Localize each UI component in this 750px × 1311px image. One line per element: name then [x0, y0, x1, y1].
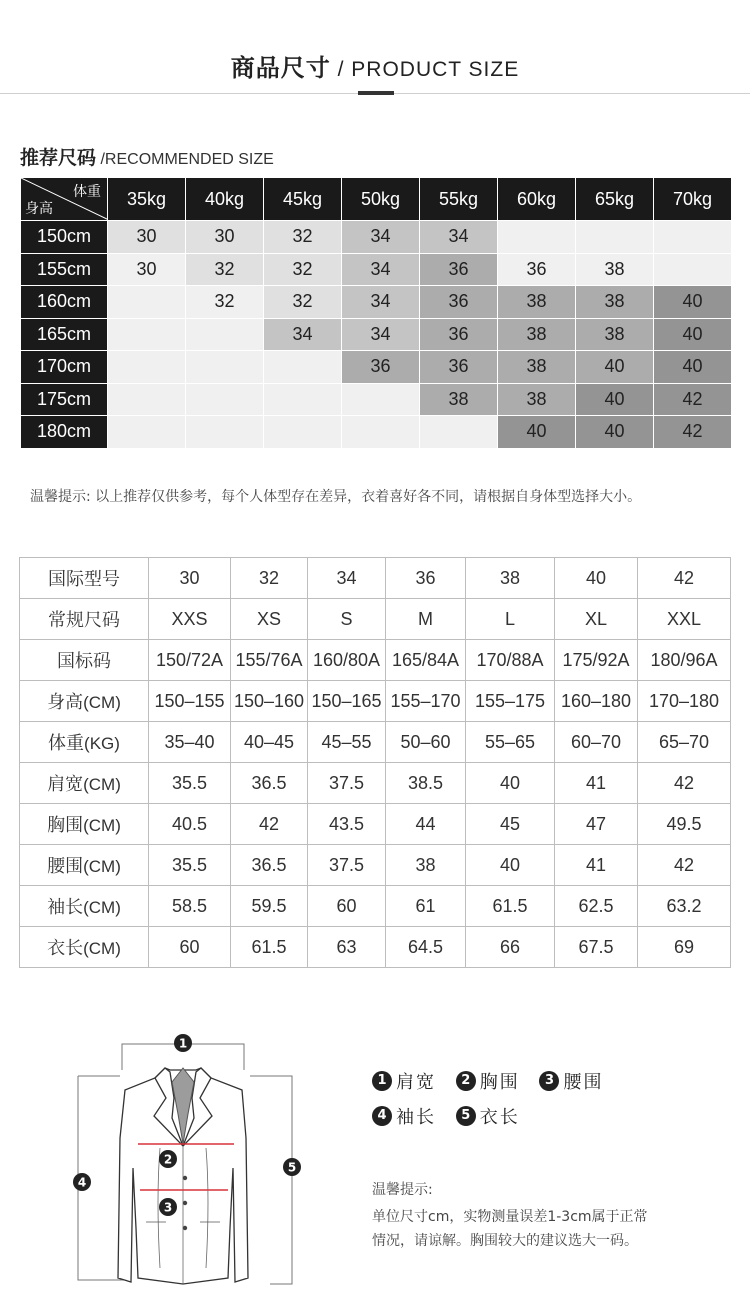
size-cell: 42 [638, 558, 731, 599]
size-cell: 155–175 [466, 681, 555, 722]
size-row-label [20, 722, 149, 763]
recommend-row [21, 351, 732, 384]
legend-item [456, 1068, 520, 1094]
weight-header: 55kg [420, 178, 498, 221]
recommend-cell: 38 [498, 318, 576, 351]
height-header: 160cm [21, 286, 108, 319]
legend-item [372, 1068, 436, 1094]
size-label-unit: (CM) [83, 693, 121, 712]
size-cell: XXS [149, 599, 231, 640]
recommend-cell: 38 [420, 383, 498, 416]
recommend-cell: 38 [498, 383, 576, 416]
size-cell: 67.5 [555, 927, 638, 968]
recommend-cell: 36 [420, 253, 498, 286]
recommend-row [21, 253, 732, 286]
recommend-cell: 34 [420, 221, 498, 254]
weight-header: 40kg [186, 178, 264, 221]
weight-header: 45kg [264, 178, 342, 221]
page-title-cn: 商品尺寸 [230, 54, 331, 82]
size-cell: 61 [386, 886, 466, 927]
height-header: 175cm [21, 383, 108, 416]
size-cell: 63 [308, 927, 386, 968]
size-cell: 62.5 [555, 886, 638, 927]
recommend-cell [186, 383, 264, 416]
size-row-label [20, 681, 149, 722]
corner-height-label: 身高 [25, 201, 53, 217]
size-cell: 61.5 [231, 927, 308, 968]
marker-chest [159, 1150, 177, 1168]
height-header: 150cm [21, 221, 108, 254]
size-cell: 32 [231, 558, 308, 599]
recommend-cell [108, 318, 186, 351]
weight-header: 60kg [498, 178, 576, 221]
height-header: 155cm [21, 253, 108, 286]
size-cell: 60–70 [555, 722, 638, 763]
size-cell: S [308, 599, 386, 640]
recommend-tip: 温馨提示: 以上推荐仅供参考，每个人体型存在差异，衣着喜好各不同，请根据自身体型选择大小。 [30, 489, 642, 505]
size-row-label [20, 640, 149, 681]
size-label-unit: (CM) [83, 939, 121, 958]
size-cell: 170–180 [638, 681, 731, 722]
size-label-text: 国际型号 [48, 569, 120, 590]
recommend-cell: 38 [498, 351, 576, 384]
recommend-cell: 30 [108, 221, 186, 254]
size-row [20, 681, 731, 722]
recommend-cell: 38 [576, 318, 654, 351]
recommend-cell: 40 [654, 351, 732, 384]
measure-tip-title: 温馨提示: [372, 1182, 433, 1198]
legend-item [456, 1103, 520, 1129]
legend-label: 衣长 [479, 1107, 520, 1128]
recommend-cell [342, 383, 420, 416]
recommend-cell: 30 [108, 253, 186, 286]
size-row [20, 845, 731, 886]
page-title-en: PRODUCT SIZE [351, 58, 520, 81]
size-cell: 42 [638, 845, 731, 886]
legend-label: 肩宽 [396, 1072, 436, 1093]
size-cell: 61.5 [466, 886, 555, 927]
size-cell: 50–60 [386, 722, 466, 763]
size-cell: 34 [308, 558, 386, 599]
recommend-cell: 30 [186, 221, 264, 254]
recommend-row [21, 318, 732, 351]
size-cell: 42 [638, 763, 731, 804]
size-cell: 41 [555, 845, 638, 886]
recommend-cell [420, 416, 498, 449]
size-cell: 58.5 [149, 886, 231, 927]
size-cell: 38 [466, 558, 555, 599]
size-row [20, 722, 731, 763]
recommend-cell [576, 221, 654, 254]
size-label-text: 腰围 [47, 856, 84, 877]
weight-header: 65kg [576, 178, 654, 221]
size-cell: 36 [386, 558, 466, 599]
recommend-cell [108, 416, 186, 449]
size-cell: 150/72A [149, 640, 231, 681]
size-cell: 37.5 [308, 845, 386, 886]
recommend-cell: 34 [342, 318, 420, 351]
size-cell: 40 [555, 558, 638, 599]
size-cell: 49.5 [638, 804, 731, 845]
measure-tip-line: 情况，请谅解。胸围较大的建议选大一码。 [372, 1233, 638, 1249]
marker-waist [159, 1198, 177, 1216]
size-cell: 42 [231, 804, 308, 845]
size-label-unit: (CM) [83, 816, 121, 835]
recommend-cell: 32 [186, 286, 264, 319]
recommend-title-sep: / [96, 151, 105, 168]
recommend-cell: 40 [498, 416, 576, 449]
recommend-cell: 38 [576, 253, 654, 286]
size-cell: 165/84A [386, 640, 466, 681]
size-row-label [20, 804, 149, 845]
size-cell: 44 [386, 804, 466, 845]
recommend-cell: 38 [498, 286, 576, 319]
legend-number-badge: 3 [539, 1071, 559, 1091]
size-cell: XS [231, 599, 308, 640]
svg-text:3: 3 [163, 1200, 173, 1215]
svg-text:4: 4 [77, 1175, 87, 1190]
recommend-cell: 34 [342, 221, 420, 254]
recommend-cell: 32 [264, 253, 342, 286]
legend-row-1 [372, 1068, 617, 1094]
size-cell: 30 [149, 558, 231, 599]
size-cell: 150–155 [149, 681, 231, 722]
legend-number-badge: 5 [456, 1106, 476, 1126]
recommend-cell: 40 [576, 416, 654, 449]
size-cell: 150–165 [308, 681, 386, 722]
size-cell: 35.5 [149, 845, 231, 886]
legend-number-badge: 2 [456, 1071, 476, 1091]
blazer-diagram [70, 1028, 320, 1293]
measure-tip-body [372, 1205, 702, 1253]
recommend-cell: 32 [186, 253, 264, 286]
recommend-cell: 36 [342, 351, 420, 384]
legend-row-2 [372, 1103, 534, 1129]
size-cell: 47 [555, 804, 638, 845]
legend-number-badge: 4 [372, 1106, 392, 1126]
weight-header: 35kg [108, 178, 186, 221]
size-cell: 35.5 [149, 763, 231, 804]
recommend-cell [108, 383, 186, 416]
size-cell: 38.5 [386, 763, 466, 804]
size-cell: 40 [466, 845, 555, 886]
size-cell: 55–65 [466, 722, 555, 763]
recommend-cell [654, 253, 732, 286]
size-cell: 60 [308, 886, 386, 927]
recommend-corner-cell [21, 178, 108, 221]
recommend-cell [186, 318, 264, 351]
size-cell: L [466, 599, 555, 640]
size-label-unit: (CM) [83, 775, 121, 794]
recommend-cell: 34 [342, 286, 420, 319]
recommend-title [20, 143, 274, 170]
svg-text:5: 5 [287, 1160, 297, 1175]
size-cell: 170/88A [466, 640, 555, 681]
size-cell: 175/92A [555, 640, 638, 681]
recommend-cell [264, 383, 342, 416]
corner-weight-label: 体重 [73, 184, 101, 200]
size-label-text: 常规尺码 [48, 610, 120, 631]
size-row-label [20, 599, 149, 640]
recommend-cell: 40 [654, 286, 732, 319]
size-cell: 40.5 [149, 804, 231, 845]
recommend-cell [498, 221, 576, 254]
measure-tip-line: 单位尺寸cm，实物测量误差1-3cm属于正常 [372, 1209, 648, 1225]
size-label-text: 身高 [47, 692, 84, 713]
size-cell: M [386, 599, 466, 640]
recommend-cell: 40 [576, 351, 654, 384]
recommend-cell [186, 351, 264, 384]
size-row [20, 763, 731, 804]
recommend-cell: 42 [654, 383, 732, 416]
recommend-cell: 40 [654, 318, 732, 351]
size-label-text: 衣长 [47, 938, 84, 959]
recommend-cell: 32 [264, 286, 342, 319]
size-cell: 43.5 [308, 804, 386, 845]
size-row-label [20, 845, 149, 886]
size-cell: 36.5 [231, 763, 308, 804]
size-row-label [20, 886, 149, 927]
size-label-text: 胸围 [47, 815, 84, 836]
legend-label: 胸围 [479, 1072, 520, 1093]
size-row [20, 927, 731, 968]
size-row [20, 886, 731, 927]
size-cell: 38 [386, 845, 466, 886]
recommend-cell [108, 351, 186, 384]
recommend-cell: 42 [654, 416, 732, 449]
size-row [20, 599, 731, 640]
height-header: 180cm [21, 416, 108, 449]
recommend-cell: 36 [498, 253, 576, 286]
size-cell: 66 [466, 927, 555, 968]
size-cell: 35–40 [149, 722, 231, 763]
svg-text:2: 2 [163, 1152, 173, 1167]
size-label-text: 肩宽 [47, 774, 84, 795]
legend-label: 腰围 [563, 1072, 604, 1093]
recommend-row [21, 286, 732, 319]
size-cell: 37.5 [308, 763, 386, 804]
recommend-header-row [21, 178, 732, 221]
recommend-cell: 36 [420, 286, 498, 319]
size-label-unit: (KG) [84, 734, 120, 753]
size-cell: 155–170 [386, 681, 466, 722]
recommend-cell [264, 351, 342, 384]
legend-label: 袖长 [396, 1107, 436, 1128]
recommend-cell: 40 [576, 383, 654, 416]
marker-sleeve [73, 1173, 91, 1191]
recommend-row [21, 416, 732, 449]
recommend-cell [654, 221, 732, 254]
recommend-row [21, 383, 732, 416]
size-table [19, 557, 731, 968]
size-cell: 160/80A [308, 640, 386, 681]
size-cell: 69 [638, 927, 731, 968]
size-cell: 40 [466, 763, 555, 804]
size-label-unit: (CM) [83, 898, 121, 917]
page-title-sep: / [330, 58, 352, 81]
size-cell: XXL [638, 599, 731, 640]
recommend-cell: 36 [420, 318, 498, 351]
size-cell: 64.5 [386, 927, 466, 968]
marker-length [283, 1158, 301, 1176]
header-accent-bar [358, 91, 394, 95]
legend-number-badge: 1 [372, 1071, 392, 1091]
recommend-cell: 34 [264, 318, 342, 351]
size-cell: 155/76A [231, 640, 308, 681]
weight-header: 70kg [654, 178, 732, 221]
recommend-cell [186, 416, 264, 449]
size-cell: 45–55 [308, 722, 386, 763]
height-header: 165cm [21, 318, 108, 351]
size-cell: 40–45 [231, 722, 308, 763]
recommend-cell [264, 416, 342, 449]
svg-text:1: 1 [178, 1036, 188, 1051]
marker-shoulder [174, 1034, 192, 1052]
recommend-title-en: RECOMMENDED SIZE [104, 151, 274, 168]
size-cell: 63.2 [638, 886, 731, 927]
legend-item [539, 1068, 603, 1094]
recommend-title-cn: 推荐尺码 [20, 147, 97, 169]
recommend-cell: 34 [342, 253, 420, 286]
weight-header: 50kg [342, 178, 420, 221]
size-row [20, 804, 731, 845]
size-label-text: 袖长 [47, 897, 84, 918]
recommend-cell [342, 416, 420, 449]
size-label-text: 国标码 [57, 651, 111, 672]
size-label-unit: (CM) [83, 857, 121, 876]
size-cell: XL [555, 599, 638, 640]
size-cell: 36.5 [231, 845, 308, 886]
size-row [20, 640, 731, 681]
height-header: 170cm [21, 351, 108, 384]
recommend-table [20, 177, 732, 449]
size-cell: 59.5 [231, 886, 308, 927]
size-cell: 41 [555, 763, 638, 804]
size-row [20, 558, 731, 599]
size-row-label [20, 558, 149, 599]
recommend-cell: 32 [264, 221, 342, 254]
size-cell: 180/96A [638, 640, 731, 681]
recommend-cell [108, 286, 186, 319]
recommend-cell: 36 [420, 351, 498, 384]
legend-item [372, 1103, 436, 1129]
size-cell: 60 [149, 927, 231, 968]
size-row-label [20, 763, 149, 804]
recommend-row [21, 221, 732, 254]
size-row-label [20, 927, 149, 968]
size-label-text: 体重 [48, 733, 85, 754]
page-title [0, 48, 750, 83]
size-cell: 160–180 [555, 681, 638, 722]
recommend-cell: 38 [576, 286, 654, 319]
size-cell: 65–70 [638, 722, 731, 763]
size-cell: 150–160 [231, 681, 308, 722]
size-cell: 45 [466, 804, 555, 845]
